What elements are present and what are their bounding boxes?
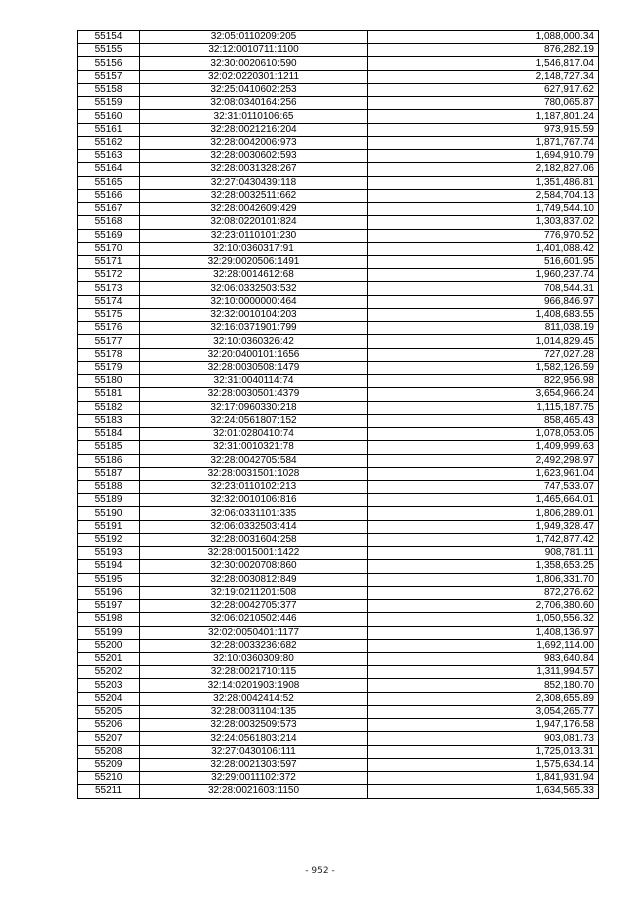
- cadastral-number-cell: 32:17:0960330:218: [140, 401, 368, 414]
- row-id-cell: 55183: [78, 414, 140, 427]
- value-cell: 1,311,994.57: [368, 666, 599, 679]
- cadastral-number-cell: 32:28:0031328:267: [140, 163, 368, 176]
- table-row: [78, 123, 599, 136]
- table-row: [78, 758, 599, 771]
- cadastral-number-cell: 32:28:0021710:115: [140, 666, 368, 679]
- table-row: [78, 414, 599, 427]
- row-id-cell: 55161: [78, 123, 140, 136]
- table-row: [78, 600, 599, 613]
- row-id-cell: 55156: [78, 57, 140, 70]
- table-row: [78, 70, 599, 83]
- cadastral-number-cell: 32:28:0015001:1422: [140, 547, 368, 560]
- row-id-cell: 55200: [78, 639, 140, 652]
- row-id-cell: 55171: [78, 255, 140, 268]
- cadastral-number-cell: 32:28:0021303:597: [140, 758, 368, 771]
- table-row: [78, 494, 599, 507]
- value-cell: 2,584,704.13: [368, 189, 599, 202]
- value-cell: 2,706,380.60: [368, 600, 599, 613]
- value-cell: 780,065.87: [368, 97, 599, 110]
- row-id-cell: 55157: [78, 70, 140, 83]
- cadastral-number-cell: 32:02:0220301:1211: [140, 70, 368, 83]
- value-cell: 776,970.52: [368, 229, 599, 242]
- cadastral-number-cell: 32:23:0110102:213: [140, 480, 368, 493]
- table-row: [78, 785, 599, 798]
- value-cell: 1,465,664.01: [368, 494, 599, 507]
- value-cell: 3,654,966.24: [368, 388, 599, 401]
- row-id-cell: 55204: [78, 692, 140, 705]
- value-cell: 1,088,000.34: [368, 31, 599, 44]
- table-row: [78, 150, 599, 163]
- cadastral-number-cell: 32:06:0331101:335: [140, 507, 368, 520]
- table-row: [78, 547, 599, 560]
- table-row: [78, 322, 599, 335]
- cadastral-number-cell: 32:06:0332503:414: [140, 520, 368, 533]
- value-cell: 1,725,013.31: [368, 745, 599, 758]
- cadastral-number-cell: 32:28:0021216:204: [140, 123, 368, 136]
- value-cell: 1,694,910.79: [368, 150, 599, 163]
- cadastral-number-cell: 32:29:0020506:1491: [140, 255, 368, 268]
- table-row: [78, 110, 599, 123]
- value-cell: 1,408,683.55: [368, 308, 599, 321]
- row-id-cell: 55173: [78, 282, 140, 295]
- value-cell: 2,492,298.97: [368, 454, 599, 467]
- row-id-cell: 55185: [78, 441, 140, 454]
- cadastral-number-cell: 32:28:0030501:4379: [140, 388, 368, 401]
- row-id-cell: 55169: [78, 229, 140, 242]
- value-cell: 822,956.98: [368, 375, 599, 388]
- table-row: [78, 361, 599, 374]
- cadastral-number-cell: 32:24:0561807:152: [140, 414, 368, 427]
- table-row: [78, 388, 599, 401]
- value-cell: 1,575,634.14: [368, 758, 599, 771]
- table-row: [78, 639, 599, 652]
- row-id-cell: 55179: [78, 361, 140, 374]
- cadastral-number-cell: 32:28:0032511:662: [140, 189, 368, 202]
- cadastral-number-cell: 32:20:0400101:1656: [140, 348, 368, 361]
- value-cell: 908,781.11: [368, 547, 599, 560]
- table-row: [78, 57, 599, 70]
- value-cell: 1,947,176.58: [368, 719, 599, 732]
- row-id-cell: 55186: [78, 454, 140, 467]
- row-id-cell: 55201: [78, 653, 140, 666]
- row-id-cell: 55176: [78, 322, 140, 335]
- value-cell: 858,465.43: [368, 414, 599, 427]
- value-cell: 1,078,053.05: [368, 428, 599, 441]
- value-cell: 2,308,655.89: [368, 692, 599, 705]
- row-id-cell: 55188: [78, 480, 140, 493]
- row-id-cell: 55181: [78, 388, 140, 401]
- row-id-cell: 55191: [78, 520, 140, 533]
- value-cell: 1,401,088.42: [368, 242, 599, 255]
- row-id-cell: 55155: [78, 44, 140, 57]
- cadastral-number-cell: 32:10:0360309:80: [140, 653, 368, 666]
- table-row: [78, 136, 599, 149]
- row-id-cell: 55165: [78, 176, 140, 189]
- value-cell: 1,303,837.02: [368, 216, 599, 229]
- value-cell: 727,027.28: [368, 348, 599, 361]
- table-row: [78, 679, 599, 692]
- table-row: [78, 83, 599, 96]
- cadastral-number-cell: 32:28:0031501:1028: [140, 467, 368, 480]
- value-cell: 1,949,328.47: [368, 520, 599, 533]
- table-row: [78, 216, 599, 229]
- table-row: [78, 295, 599, 308]
- table-row: [78, 375, 599, 388]
- cadastral-number-cell: 32:10:0360326:42: [140, 335, 368, 348]
- value-cell: 966,846.97: [368, 295, 599, 308]
- table-row: [78, 31, 599, 44]
- value-cell: 983,640.84: [368, 653, 599, 666]
- row-id-cell: 55189: [78, 494, 140, 507]
- row-id-cell: 55184: [78, 428, 140, 441]
- table-body: [78, 31, 599, 799]
- value-cell: 1,742,877.42: [368, 533, 599, 546]
- cadastral-number-cell: 32:28:0033236:682: [140, 639, 368, 652]
- cadastral-number-cell: 32:29:0011102:372: [140, 772, 368, 785]
- cadastral-number-cell: 32:25:0410602:253: [140, 83, 368, 96]
- cadastral-number-cell: 32:27:0430106:111: [140, 745, 368, 758]
- row-id-cell: 55196: [78, 586, 140, 599]
- cadastral-number-cell: 32:10:0360317:91: [140, 242, 368, 255]
- cadastral-number-cell: 32:28:0042414:52: [140, 692, 368, 705]
- cadastral-number-cell: 32:10:0000000:464: [140, 295, 368, 308]
- row-id-cell: 55195: [78, 573, 140, 586]
- value-cell: 811,038.19: [368, 322, 599, 335]
- cadastral-number-cell: 32:06:0210502:446: [140, 613, 368, 626]
- cadastral-number-cell: 32:28:0014612:68: [140, 269, 368, 282]
- table-row: [78, 163, 599, 176]
- cadastral-number-cell: 32:12:0010711:1100: [140, 44, 368, 57]
- row-id-cell: 55178: [78, 348, 140, 361]
- row-id-cell: 55190: [78, 507, 140, 520]
- value-cell: 1,408,136.97: [368, 626, 599, 639]
- row-id-cell: 55199: [78, 626, 140, 639]
- row-id-cell: 55172: [78, 269, 140, 282]
- value-cell: 903,081.73: [368, 732, 599, 745]
- row-id-cell: 55182: [78, 401, 140, 414]
- table-row: [78, 335, 599, 348]
- table-row: [78, 255, 599, 268]
- cadastral-number-cell: 32:32:0010104:203: [140, 308, 368, 321]
- row-id-cell: 55207: [78, 732, 140, 745]
- cadastral-number-cell: 32:28:0042705:377: [140, 600, 368, 613]
- value-cell: 1,623,961.04: [368, 467, 599, 480]
- cadastral-value-table: [77, 30, 599, 799]
- table-row: [78, 772, 599, 785]
- table-row: [78, 203, 599, 216]
- table-row: [78, 44, 599, 57]
- cadastral-number-cell: 32:19:0211201:508: [140, 586, 368, 599]
- table-row: [78, 467, 599, 480]
- row-id-cell: 55174: [78, 295, 140, 308]
- value-cell: 627,917.62: [368, 83, 599, 96]
- cadastral-number-cell: 32:27:0430439:118: [140, 176, 368, 189]
- row-id-cell: 55193: [78, 547, 140, 560]
- table-row: [78, 441, 599, 454]
- table-row: [78, 229, 599, 242]
- table-row: [78, 454, 599, 467]
- cadastral-number-cell: 32:28:0042006:973: [140, 136, 368, 149]
- row-id-cell: 55210: [78, 772, 140, 785]
- row-id-cell: 55154: [78, 31, 140, 44]
- value-cell: 872,276.62: [368, 586, 599, 599]
- value-cell: 1,806,331.70: [368, 573, 599, 586]
- value-cell: 1,014,829.45: [368, 335, 599, 348]
- cadastral-number-cell: 32:30:0020610:590: [140, 57, 368, 70]
- value-cell: 973,915.59: [368, 123, 599, 136]
- value-cell: 1,546,817.04: [368, 57, 599, 70]
- table-row: [78, 428, 599, 441]
- cadastral-number-cell: 32:28:0030812:849: [140, 573, 368, 586]
- row-id-cell: 55192: [78, 533, 140, 546]
- value-cell: 1,806,289.01: [368, 507, 599, 520]
- table-row: [78, 520, 599, 533]
- table-row: [78, 401, 599, 414]
- value-cell: 2,148,727.34: [368, 70, 599, 83]
- cadastral-number-cell: 32:08:0220101:824: [140, 216, 368, 229]
- value-cell: 1,582,126.59: [368, 361, 599, 374]
- value-cell: 1,960,237.74: [368, 269, 599, 282]
- table-row: [78, 507, 599, 520]
- value-cell: 1,187,801.24: [368, 110, 599, 123]
- value-cell: 1,841,931.94: [368, 772, 599, 785]
- table-row: [78, 732, 599, 745]
- cadastral-number-cell: 32:31:0110106:65: [140, 110, 368, 123]
- value-cell: 2,182,827.06: [368, 163, 599, 176]
- cadastral-number-cell: 32:31:0010321:78: [140, 441, 368, 454]
- table-row: [78, 613, 599, 626]
- cadastral-number-cell: 32:24:0561803:214: [140, 732, 368, 745]
- table-row: [78, 560, 599, 573]
- table-row: [78, 308, 599, 321]
- row-id-cell: 55160: [78, 110, 140, 123]
- value-cell: 1,409,999.63: [368, 441, 599, 454]
- cadastral-number-cell: 32:28:0030508:1479: [140, 361, 368, 374]
- row-id-cell: 55175: [78, 308, 140, 321]
- table-row: [78, 666, 599, 679]
- cadastral-number-cell: 32:28:0031604:258: [140, 533, 368, 546]
- value-cell: 1,692,114.00: [368, 639, 599, 652]
- value-cell: 1,115,187.75: [368, 401, 599, 414]
- cadastral-number-cell: 32:28:0042705:584: [140, 454, 368, 467]
- value-cell: 1,749,544.10: [368, 203, 599, 216]
- cadastral-number-cell: 32:28:0021603:1150: [140, 785, 368, 798]
- table-row: [78, 97, 599, 110]
- table-row: [78, 189, 599, 202]
- table-row: [78, 242, 599, 255]
- table-row: [78, 176, 599, 189]
- cadastral-number-cell: 32:06:0332503:532: [140, 282, 368, 295]
- value-cell: 747,533.07: [368, 480, 599, 493]
- page-number: - 952 -: [305, 866, 335, 876]
- value-cell: 876,282.19: [368, 44, 599, 57]
- row-id-cell: 55164: [78, 163, 140, 176]
- row-id-cell: 55211: [78, 785, 140, 798]
- row-id-cell: 55162: [78, 136, 140, 149]
- cadastral-number-cell: 32:30:0020708:860: [140, 560, 368, 573]
- value-cell: 1,634,565.33: [368, 785, 599, 798]
- table-row: [78, 745, 599, 758]
- value-cell: 516,601.95: [368, 255, 599, 268]
- row-id-cell: 55194: [78, 560, 140, 573]
- table-row: [78, 626, 599, 639]
- row-id-cell: 55197: [78, 600, 140, 613]
- table-row: [78, 269, 599, 282]
- value-cell: 3,054,265.77: [368, 705, 599, 718]
- row-id-cell: 55167: [78, 203, 140, 216]
- cadastral-number-cell: 32:14:0201903:1908: [140, 679, 368, 692]
- cadastral-number-cell: 32:32:0010106:816: [140, 494, 368, 507]
- row-id-cell: 55177: [78, 335, 140, 348]
- cadastral-number-cell: 32:31:0040114:74: [140, 375, 368, 388]
- row-id-cell: 55187: [78, 467, 140, 480]
- table-row: [78, 533, 599, 546]
- row-id-cell: 55168: [78, 216, 140, 229]
- table-row: [78, 719, 599, 732]
- row-id-cell: 55198: [78, 613, 140, 626]
- cadastral-number-cell: 32:01:0280410:74: [140, 428, 368, 441]
- row-id-cell: 55166: [78, 189, 140, 202]
- cadastral-number-cell: 32:16:0371901:799: [140, 322, 368, 335]
- table-row: [78, 573, 599, 586]
- value-cell: 1,351,486.81: [368, 176, 599, 189]
- row-id-cell: 55208: [78, 745, 140, 758]
- cadastral-number-cell: 32:28:0030602:593: [140, 150, 368, 163]
- cadastral-number-cell: 32:02:0050401:1177: [140, 626, 368, 639]
- table-row: [78, 705, 599, 718]
- value-cell: 1,050,556.32: [368, 613, 599, 626]
- value-cell: 1,358,653.25: [368, 560, 599, 573]
- row-id-cell: 55180: [78, 375, 140, 388]
- row-id-cell: 55206: [78, 719, 140, 732]
- value-cell: 852,180.70: [368, 679, 599, 692]
- row-id-cell: 55170: [78, 242, 140, 255]
- row-id-cell: 55205: [78, 705, 140, 718]
- cadastral-number-cell: 32:28:0032509:573: [140, 719, 368, 732]
- value-cell: 708,544.31: [368, 282, 599, 295]
- cadastral-number-cell: 32:28:0031104:135: [140, 705, 368, 718]
- table-row: [78, 348, 599, 361]
- row-id-cell: 55202: [78, 666, 140, 679]
- cadastral-number-cell: 32:23:0110101:230: [140, 229, 368, 242]
- cadastral-number-cell: 32:28:0042609:429: [140, 203, 368, 216]
- table-row: [78, 586, 599, 599]
- table-row: [78, 282, 599, 295]
- cadastral-number-cell: 32:08:0340164:256: [140, 97, 368, 110]
- row-id-cell: 55203: [78, 679, 140, 692]
- table-row: [78, 692, 599, 705]
- value-cell: 1,871,767.74: [368, 136, 599, 149]
- cadastral-number-cell: 32:05:0110209:205: [140, 31, 368, 44]
- table-row: [78, 480, 599, 493]
- row-id-cell: 55209: [78, 758, 140, 771]
- table-row: [78, 653, 599, 666]
- row-id-cell: 55158: [78, 83, 140, 96]
- row-id-cell: 55159: [78, 97, 140, 110]
- row-id-cell: 55163: [78, 150, 140, 163]
